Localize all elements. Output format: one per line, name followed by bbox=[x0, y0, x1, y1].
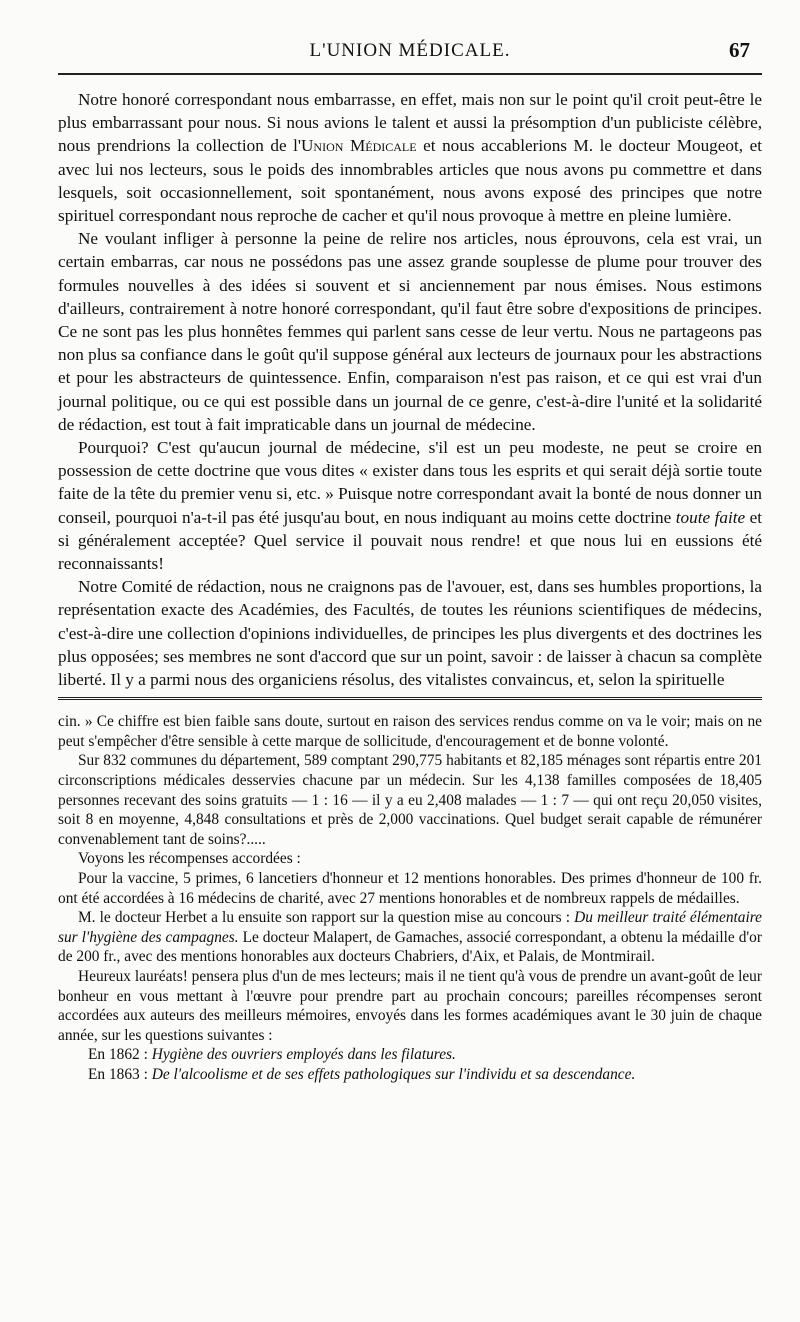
note-2: Sur 832 communes du département, 589 comptant 290,775 habitants et 82,185 ménages sont répartis entre 201 circonscriptions médicales desservies chacune par un médecin. Sur les 4,138 familles composées de 18,405 personnes recevant des soins gratuits — 1 : 16 — il y a eu 2,408 malades — 1 : 7 — qui ont reçu 20,050 visites, soit 8 en moyenne, 4,848 consultations et près de 2,000 vaccinations. Quel budget serait capable de rémunérer convenablement tant de soins?..... bbox=[58, 752, 762, 848]
paragraph-1-text-c: et nous accablerions M. le docteur Mougeot, et avec lui nos lecteurs, sous le poids des innombrables articles que nous avons pu commettre et dans lesquels, soit occasionnellement, soit spontanément, nous avons exposé des principes que notre spirituel correspondant nous reproche de cacher et qu'il nous provoque à mettre en pleine lumière. bbox=[58, 136, 762, 226]
note-4: Pour la vaccine, 5 primes, 6 lancetiers d'honneur et 12 mentions honorables. Des primes d'honneur de 100 fr. ont été accordées à 16 médecins de charité, avec 27 mentions honorables et de nombreux rappels de médailles. bbox=[58, 870, 762, 907]
paragraph-1-text-a: Notre honoré correspondant nous embarrasse, en effet, mais non sur le point qu'il croit peut-être le plus embarrassant pour nous. Si nous avions le talent et aussi la présomption d'un publiciste célèbre, nous prendrions la collection de l' bbox=[58, 90, 762, 156]
paragraph-4: Notre Comité de rédaction, nous ne craignons pas de l'avouer, est, dans ses humbles proportions, la représentation exacte des Académies, des Facultés, de toutes les réunions scientifiques de médecins, c'est-à-dire une collection d'opinions individuelles, de principes les plus divergents et des doctrines les plus opposées; ses membres ne sont d'accord que sur un point, savoir : de laisser à chacun sa complète liberté. Il y a parmi nous des organiciens résolus, des vitalistes convaincus, et, selon la spirituelle bbox=[58, 577, 762, 690]
paragraph-1 bbox=[58, 88, 762, 227]
note-6: Heureux lauréats! pensera plus d'un de mes lecteurs; mais il ne tient qu'à vous de prendre un avant-goût de leur bonheur en vous mettant à l'œuvre pour prendre part au prochain concours; pareilles récompenses seront accordées aux auteurs des meilleurs mémoires, envoyés dans les formes académiques avant le 30 juin de chaque année, sur les questions suivantes : bbox=[58, 968, 762, 1044]
note-8-topic: De l'alcoolisme et de ses effets pathologiques sur l'individu et sa descendance. bbox=[151, 1065, 636, 1083]
paragraph-3-text-c: et si généralement acceptée? Quel service il pouvait nous rendre! et que nous lui en eussions été reconnaissants! bbox=[58, 507, 763, 574]
journal-name: Union Médicale bbox=[301, 136, 417, 156]
note-7-topic: Hygiène des ouvriers employés dans les filatures. bbox=[151, 1046, 456, 1064]
note-8-year: En 1863 : bbox=[88, 1065, 152, 1083]
paragraph-3-text-a: Pourquoi? C'est qu'aucun journal de médecine, s'il est un peu modeste, ne peut se croire en possession de cette doctrine que vous dites « exister dans tous les esprits et qui serait déjà sortie toute faite de la tête du premier venu si, etc. » Puisque notre correspondant avait la bonté de nous donner un conseil, pourquoi n'a-t-il pas été jusqu'au bout, en nous indiquant au moins cette doctrine bbox=[58, 438, 762, 527]
paragraph-2: Ne voulant infliger à personne la peine de relire nos articles, nous éprouvons, cela est vrai, un certain embarras, car nous ne possédons pas une assez grande souplesse de plume pour trouver des formules nouvelles à des idées si souvent et si anciennement par nous émises. Nous estimons d'ailleurs, contrairement à notre honoré correspondant, qu'il faut être sobre d'expositions de principes. Ce ne sont pas les plus honnêtes femmes qui parlent sans cesse de leur vertu. Nous ne partageons pas non plus sa confiance dans le goût qu'il suppose général aux lecteurs de journaux pour les abstractions et pour les abstracteurs de quintessence. Enfin, comparaison n'est pas raison, et ce qui est vrai d'un journal politique, ou ce qui est possible dans un journal de ce genre, c'est-à-dire l'unité et la solidarité de rédaction, est tout à fait impraticable dans un journal de médecine. bbox=[58, 229, 762, 434]
note-7 bbox=[58, 1045, 762, 1065]
note-5-text-c: Le docteur Malapert, de Gamaches, associé correspondant, a obtenu la médaille d'or de 200 fr., avec des mentions honorables aux docteurs Chabriers, d'Aix, et Palais, de Montmirail. bbox=[58, 928, 763, 966]
note-1: cin. » Ce chiffre est bien faible sans doute, surtout en raison des services rendus comme on va le voir; mais on ne peut s'empêcher d'être sensible à cette marque de sollicitude, d'encouragement et de bonne volonté. bbox=[58, 713, 762, 750]
paragraph-3-emphasis: toute faite bbox=[675, 507, 746, 527]
note-3: Voyons les récompenses accordées : bbox=[78, 850, 301, 868]
main-text bbox=[58, 66, 762, 691]
footnote-separator bbox=[58, 697, 762, 702]
paragraph-3 bbox=[58, 436, 762, 575]
note-5 bbox=[58, 908, 762, 967]
footnotes bbox=[58, 712, 762, 1084]
running-title: L'UNION MÉDICALE. bbox=[309, 40, 511, 61]
note-7-year: En 1862 : bbox=[88, 1046, 152, 1064]
note-8 bbox=[58, 1065, 762, 1085]
note-5-emphasis: Du meilleur traité élémentaire sur l'hygiène des campagnes. bbox=[58, 909, 763, 946]
page-header bbox=[58, 0, 762, 66]
note-5-text-a: M. le docteur Herbet a lu ensuite son rapport sur la question mise au concours : bbox=[78, 909, 575, 927]
page-number: 67 bbox=[729, 38, 750, 62]
